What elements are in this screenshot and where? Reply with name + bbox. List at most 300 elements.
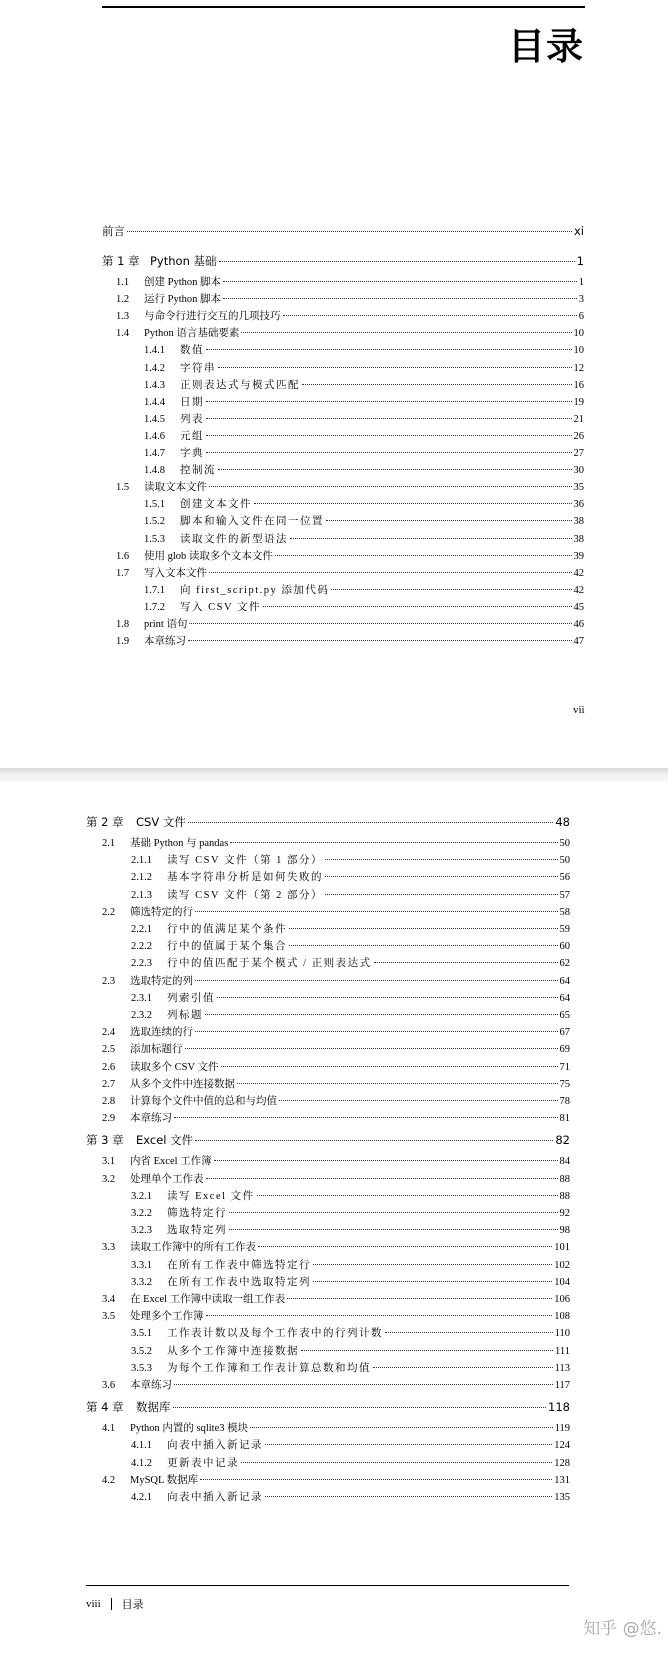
toc-title: Python 基础 bbox=[150, 254, 217, 268]
dot-leader bbox=[237, 1083, 558, 1084]
dot-leader bbox=[195, 980, 558, 981]
toc-section-entry bbox=[102, 1379, 570, 1393]
page-title: 目录 bbox=[508, 25, 584, 68]
toc-subsection-entry bbox=[144, 362, 584, 376]
dot-leader bbox=[206, 452, 572, 453]
toc-title: 读写 Excel 文件 bbox=[167, 1190, 255, 1202]
toc-title: Python 内置的 sqlite3 模块 bbox=[130, 1423, 249, 1435]
toc-section-entry bbox=[102, 1026, 570, 1040]
toc-title: 读写 CSV 文件（第 2 部分） bbox=[167, 889, 323, 901]
toc-title: 创建文本文件 bbox=[180, 499, 252, 511]
toc-title: 与命令行进行交互的几项技巧 bbox=[144, 311, 281, 323]
toc-section-entry bbox=[102, 837, 570, 851]
toc-title: 列表 bbox=[180, 413, 204, 425]
toc-title: 行中的值满足某个条件 bbox=[167, 924, 287, 935]
toc-page-number: 59 bbox=[559, 924, 570, 935]
toc-title: 筛选特定的行 bbox=[130, 906, 193, 918]
toc-number: 1.4.4 bbox=[144, 396, 165, 408]
dot-leader bbox=[283, 315, 577, 316]
toc-page-number: 110 bbox=[554, 1328, 570, 1340]
dot-leader bbox=[209, 572, 572, 573]
toc-number: 3.6 bbox=[102, 1380, 116, 1391]
footer-divider bbox=[111, 1598, 112, 1610]
toc-page-number: 45 bbox=[573, 601, 584, 613]
toc-subsection-entry bbox=[131, 1439, 570, 1453]
dot-leader bbox=[241, 332, 571, 333]
toc-title: 向 first_script.py 添加代码 bbox=[180, 584, 330, 596]
dot-leader bbox=[206, 1315, 553, 1316]
dot-leader bbox=[241, 1462, 552, 1463]
dot-leader bbox=[258, 1246, 552, 1247]
toc-page-number: 50 bbox=[559, 855, 570, 867]
toc-section-entry bbox=[116, 635, 584, 649]
toc-title: 选取连续的行 bbox=[130, 1027, 193, 1039]
dot-leader bbox=[174, 1117, 558, 1118]
toc-title: 数值 bbox=[180, 345, 204, 357]
toc-subsection-entry bbox=[131, 1327, 570, 1341]
toc-number: 3.4 bbox=[102, 1294, 116, 1305]
toc-page-number: 75 bbox=[559, 1078, 570, 1090]
page-folio: viii bbox=[86, 1598, 101, 1610]
toc-number: 3.5.2 bbox=[131, 1345, 152, 1357]
toc-subsection-entry bbox=[131, 1491, 570, 1505]
dot-leader bbox=[263, 606, 572, 607]
toc-number: 3.2.3 bbox=[131, 1225, 152, 1237]
toc-page-vii bbox=[0, 0, 668, 768]
toc-page-number: 102 bbox=[554, 1259, 570, 1271]
toc-title: 从多个工作簿中连接数据 bbox=[167, 1345, 299, 1357]
toc-subsection-entry bbox=[144, 533, 584, 547]
toc-page-number: 101 bbox=[554, 1242, 570, 1254]
toc-subsection-entry bbox=[144, 413, 584, 427]
footer-title: 目录 bbox=[121, 1599, 144, 1611]
toc-number: 1.6 bbox=[116, 550, 130, 562]
toc-number: 3.5.1 bbox=[131, 1328, 152, 1340]
toc-title: 本章练习 bbox=[144, 636, 186, 648]
toc-subsection-entry bbox=[131, 923, 570, 937]
toc-number: 2.3.1 bbox=[131, 992, 152, 1004]
toc-number: 1.9 bbox=[116, 636, 130, 648]
toc-section-entry bbox=[116, 567, 584, 581]
toc-number: 3.2 bbox=[102, 1173, 116, 1185]
toc-number: 1.7.1 bbox=[144, 584, 165, 596]
toc-page-number: 117 bbox=[554, 1380, 570, 1391]
dot-leader bbox=[205, 1014, 558, 1015]
toc-page-number: 47 bbox=[573, 636, 584, 648]
toc-page-number: 98 bbox=[559, 1225, 570, 1237]
toc-title: 读写 CSV 文件（第 1 部分） bbox=[167, 855, 323, 867]
toc-title: 读取多个 CSV 文件 bbox=[130, 1061, 219, 1073]
dot-leader bbox=[223, 281, 577, 282]
dot-leader bbox=[206, 1178, 558, 1179]
toc-page-number: xi bbox=[573, 224, 584, 238]
toc-section-entry bbox=[102, 1078, 570, 1092]
dot-leader bbox=[209, 486, 572, 487]
toc-subsection-entry bbox=[131, 854, 570, 868]
toc-number: 2.4 bbox=[102, 1027, 116, 1039]
toc-subsection-entry bbox=[131, 1276, 570, 1290]
page-folio: vii bbox=[573, 704, 585, 716]
toc-page-number: 6 bbox=[578, 311, 584, 323]
toc-title: 在所有工作表中筛选特定行 bbox=[167, 1259, 311, 1271]
toc-section-entry bbox=[102, 1112, 570, 1126]
toc-page-number: 42 bbox=[573, 584, 584, 596]
toc-section-entry bbox=[102, 1155, 570, 1169]
toc-number: 1.3 bbox=[116, 311, 130, 323]
dot-leader bbox=[265, 1496, 552, 1497]
toc-page-number: 88 bbox=[559, 1173, 570, 1185]
toc-subsection-entry bbox=[144, 498, 584, 512]
dot-leader bbox=[254, 503, 572, 504]
toc-title: 读取文本文件 bbox=[144, 482, 207, 494]
toc-number: 1.7.2 bbox=[144, 601, 165, 613]
toc-subsection-entry bbox=[144, 430, 584, 444]
toc-number: 3.1 bbox=[102, 1156, 116, 1168]
toc-number: 2.1 bbox=[102, 838, 116, 849]
toc-page-number: 124 bbox=[554, 1440, 570, 1452]
toc-chapter-entry bbox=[102, 254, 584, 268]
toc-section-entry bbox=[102, 1422, 570, 1436]
toc-number: 1.5 bbox=[116, 482, 130, 494]
dot-leader bbox=[200, 1479, 552, 1480]
toc-page-number: 12 bbox=[573, 362, 584, 374]
dot-leader bbox=[313, 1264, 552, 1265]
toc-number: 1.7 bbox=[116, 567, 130, 579]
toc-number: 2.7 bbox=[102, 1078, 116, 1090]
dot-leader bbox=[185, 1048, 558, 1049]
toc-page-number: 135 bbox=[554, 1492, 570, 1503]
toc-subsection-entry bbox=[144, 447, 584, 461]
toc-number: 1.5.2 bbox=[144, 516, 165, 528]
toc-title: 写入文本文件 bbox=[144, 567, 207, 579]
toc-title: 更新表中记录 bbox=[167, 1457, 239, 1469]
toc-page-number: 38 bbox=[573, 516, 584, 528]
toc-subsection-entry bbox=[131, 1345, 570, 1359]
toc-title: 日期 bbox=[180, 396, 204, 408]
toc-number: 1.1 bbox=[116, 277, 130, 288]
toc-number: 1.4.1 bbox=[144, 345, 165, 357]
toc-number: 3.2.2 bbox=[131, 1208, 152, 1219]
dot-leader bbox=[289, 945, 558, 946]
toc-chapter-entry bbox=[86, 1133, 570, 1147]
toc-title: 脚本和输入文件在同一位置 bbox=[180, 516, 324, 528]
toc-page-number: 30 bbox=[573, 465, 584, 477]
dot-leader bbox=[229, 1229, 558, 1230]
toc-page-number: 10 bbox=[573, 345, 584, 357]
toc-subsection-entry bbox=[131, 1362, 570, 1376]
toc-title: MySQL 数据库 bbox=[130, 1474, 199, 1486]
toc-section-entry bbox=[102, 1173, 570, 1187]
toc-title: 筛选特定行 bbox=[167, 1208, 227, 1219]
toc-title: 数据库 bbox=[136, 1400, 171, 1415]
toc-number: 1.8 bbox=[116, 619, 130, 630]
toc-page-number: 131 bbox=[554, 1474, 570, 1486]
toc-section-entry bbox=[102, 975, 570, 989]
toc-page-number: 46 bbox=[573, 619, 584, 630]
dot-leader bbox=[218, 367, 572, 368]
toc-subsection-entry bbox=[131, 1207, 570, 1221]
toc-number: 1.2 bbox=[116, 294, 130, 306]
toc-subsection-entry bbox=[131, 1259, 570, 1273]
toc-chapter-entry bbox=[102, 224, 584, 238]
toc-subsection-entry bbox=[131, 889, 570, 903]
toc-title: 前言 bbox=[102, 224, 125, 238]
toc-section-entry bbox=[116, 481, 584, 495]
toc-page-number: 60 bbox=[559, 941, 570, 953]
toc-page-number: 26 bbox=[573, 430, 584, 442]
toc-number: 3.3.1 bbox=[131, 1259, 152, 1271]
dot-leader bbox=[331, 589, 571, 590]
toc-title: 行中的值属于某个集合 bbox=[167, 941, 287, 953]
toc-number: 2.9 bbox=[102, 1113, 116, 1125]
toc-page-number: 113 bbox=[554, 1362, 570, 1374]
toc-title: 添加标题行 bbox=[130, 1044, 183, 1056]
toc-section-entry bbox=[102, 1241, 570, 1255]
toc-subsection-entry bbox=[144, 584, 584, 598]
dot-leader bbox=[195, 1140, 553, 1141]
toc-subsection-entry bbox=[144, 379, 584, 393]
toc-section-entry bbox=[116, 550, 584, 564]
toc-number: 2.1.3 bbox=[131, 889, 152, 901]
dot-leader bbox=[302, 384, 572, 385]
toc-number: 3.2.1 bbox=[131, 1190, 152, 1202]
dot-leader bbox=[206, 401, 572, 402]
toc-title: 控制流 bbox=[180, 465, 216, 477]
toc-page-number: 128 bbox=[554, 1457, 570, 1469]
dot-leader bbox=[206, 418, 572, 419]
toc-subsection-entry bbox=[131, 1190, 570, 1204]
toc-page-number: 50 bbox=[559, 838, 570, 849]
toc-title: 向表中插入新记录 bbox=[167, 1440, 263, 1452]
dot-leader bbox=[223, 298, 577, 299]
toc-title: 写入 CSV 文件 bbox=[180, 601, 261, 613]
page-footer bbox=[86, 1596, 144, 1612]
toc-number: 2.3.2 bbox=[131, 1010, 152, 1021]
toc-page-number: 92 bbox=[559, 1208, 570, 1219]
toc-number: 4.2 bbox=[102, 1474, 116, 1486]
toc-number: 2.5 bbox=[102, 1044, 116, 1056]
toc-page-number: 67 bbox=[559, 1027, 570, 1039]
toc-subsection-entry bbox=[131, 1224, 570, 1238]
toc-number: 2.2.3 bbox=[131, 958, 152, 970]
dot-leader bbox=[325, 876, 558, 877]
toc-page-number: 118 bbox=[548, 1400, 570, 1415]
toc-page-number: 62 bbox=[559, 958, 570, 970]
toc-number: 2.8 bbox=[102, 1096, 116, 1107]
toc-page-number: 3 bbox=[578, 294, 584, 306]
dot-leader bbox=[313, 1281, 552, 1282]
toc-section-entry bbox=[116, 293, 584, 307]
toc-page-number: 82 bbox=[555, 1133, 570, 1148]
toc-subsection-entry bbox=[131, 957, 570, 971]
toc-title: 创建 Python 脚本 bbox=[144, 277, 222, 288]
toc-number: 1.4 bbox=[116, 328, 130, 340]
toc-title: 使用 glob 读取多个文本文件 bbox=[144, 550, 273, 562]
dot-leader bbox=[195, 1031, 558, 1032]
toc-number: 2.3 bbox=[102, 975, 116, 987]
dot-leader bbox=[188, 640, 572, 641]
toc-number: 第 3 章 bbox=[86, 1133, 124, 1148]
toc-number: 1.5.3 bbox=[144, 533, 165, 545]
toc-section-entry bbox=[116, 276, 584, 290]
toc-number: 1.4.2 bbox=[144, 362, 165, 374]
toc-page-number: 48 bbox=[555, 815, 570, 829]
toc-title: 列索引值 bbox=[167, 992, 215, 1004]
toc-number: 2.1.1 bbox=[131, 855, 152, 867]
toc-page-number: 71 bbox=[559, 1061, 570, 1073]
dot-leader bbox=[275, 555, 572, 556]
toc-title: 读取工作簿中的所有工作表 bbox=[130, 1242, 256, 1254]
toc-number: 2.2 bbox=[102, 906, 116, 918]
toc-section-entry bbox=[116, 310, 584, 324]
toc-title: 内省 Excel 工作簿 bbox=[130, 1156, 212, 1168]
top-rule bbox=[102, 6, 585, 8]
dot-leader bbox=[127, 231, 572, 232]
toc-title: 元组 bbox=[180, 430, 204, 442]
toc-section-entry bbox=[102, 1095, 570, 1109]
toc-page-number: 88 bbox=[559, 1190, 570, 1202]
toc-subsection-entry bbox=[131, 1009, 570, 1023]
toc-title: 处理单个工作表 bbox=[130, 1173, 204, 1185]
dot-leader bbox=[290, 538, 572, 539]
toc-page-number: 10 bbox=[573, 328, 584, 340]
toc-number: 3.3 bbox=[102, 1242, 116, 1254]
toc-number: 第 4 章 bbox=[86, 1400, 124, 1415]
toc-section-entry bbox=[102, 1043, 570, 1057]
toc-number: 3.5.3 bbox=[131, 1362, 152, 1374]
toc-title: 为每个工作簿和工作表计算总数和均值 bbox=[167, 1362, 371, 1374]
toc-number: 2.6 bbox=[102, 1061, 116, 1073]
toc-subsection-entry bbox=[144, 601, 584, 615]
toc-number: 第 1 章 bbox=[102, 254, 140, 268]
toc-number: 1.5.1 bbox=[144, 499, 165, 511]
toc-number: 3.3.2 bbox=[131, 1276, 152, 1288]
toc-title: Python 语言基础要素 bbox=[144, 328, 240, 340]
toc-number: 3.5 bbox=[102, 1311, 116, 1323]
dot-leader bbox=[230, 842, 557, 843]
toc-page-number: 106 bbox=[554, 1294, 570, 1305]
toc-page-number: 16 bbox=[573, 379, 584, 391]
watermark: 知乎 @悠. bbox=[583, 1619, 662, 1639]
toc-number: 1.4.6 bbox=[144, 430, 165, 442]
toc-page-number: 65 bbox=[559, 1010, 570, 1021]
toc-title: 工作表计数以及每个工作表中的行列计数 bbox=[167, 1328, 383, 1340]
toc-subsection-entry bbox=[131, 940, 570, 954]
dot-leader bbox=[265, 1444, 552, 1445]
toc-section-entry bbox=[102, 906, 570, 920]
bottom-rule bbox=[86, 1585, 569, 1586]
toc-title: CSV 文件 bbox=[136, 815, 186, 829]
dot-leader bbox=[195, 911, 558, 912]
toc-page-number: 57 bbox=[559, 889, 570, 901]
toc-title: 字符串 bbox=[180, 362, 216, 374]
toc-number: 2.2.2 bbox=[131, 941, 152, 953]
dot-leader bbox=[229, 1212, 558, 1213]
toc-page-number: 19 bbox=[573, 396, 584, 408]
dot-leader bbox=[218, 469, 572, 470]
toc-title: 向表中插入新记录 bbox=[167, 1492, 263, 1503]
toc-title: 选取特定的列 bbox=[130, 975, 193, 987]
toc-title: 处理多个工作簿 bbox=[130, 1311, 204, 1323]
toc-title: 行中的值匹配于某个模式 / 正则表达式 bbox=[167, 958, 372, 970]
dot-leader bbox=[189, 623, 571, 624]
toc-title: 本章练习 bbox=[130, 1113, 172, 1125]
toc-page-number: 36 bbox=[573, 499, 584, 511]
toc-title: 基本字符串分析是如何失败的 bbox=[167, 872, 323, 884]
toc-title: 正则表达式与模式匹配 bbox=[180, 379, 300, 391]
toc-page-number: 38 bbox=[573, 533, 584, 545]
toc-number: 2.1.2 bbox=[131, 872, 152, 884]
toc-number: 4.1 bbox=[102, 1423, 116, 1435]
toc-page-number: 104 bbox=[554, 1276, 570, 1288]
dot-leader bbox=[221, 1066, 558, 1067]
toc-section-entry bbox=[102, 1310, 570, 1324]
dot-leader bbox=[219, 261, 575, 262]
toc-title: 字典 bbox=[180, 448, 204, 459]
toc-subsection-entry bbox=[131, 871, 570, 885]
toc-section-entry bbox=[116, 327, 584, 341]
toc-page-number: 108 bbox=[554, 1311, 570, 1323]
toc-title: 本章练习 bbox=[130, 1380, 172, 1391]
toc-page-number: 119 bbox=[554, 1423, 570, 1435]
toc-page-number: 21 bbox=[573, 413, 584, 425]
toc-subsection-entry bbox=[131, 1457, 570, 1471]
toc-number: 4.1.2 bbox=[131, 1457, 152, 1469]
toc-title: 读取文件的新型语法 bbox=[180, 533, 288, 545]
dot-leader bbox=[214, 1160, 558, 1161]
toc-chapter-entry bbox=[86, 815, 570, 829]
toc-page-number: 35 bbox=[573, 482, 584, 494]
toc-section-entry bbox=[116, 618, 584, 632]
dot-leader bbox=[206, 435, 572, 436]
toc-page-number: 69 bbox=[559, 1044, 570, 1056]
toc-page-viii bbox=[0, 782, 668, 1654]
toc-page-number: 58 bbox=[559, 906, 570, 918]
toc-title: 运行 Python 脚本 bbox=[144, 294, 222, 306]
toc-title: 计算每个文件中值的总和与均值 bbox=[130, 1096, 277, 1107]
toc-number: 4.2.1 bbox=[131, 1492, 152, 1503]
dot-leader bbox=[373, 1367, 553, 1368]
toc-page-number: 39 bbox=[573, 550, 584, 562]
dot-leader bbox=[174, 1384, 553, 1385]
dot-leader bbox=[188, 822, 554, 823]
dot-leader bbox=[325, 859, 558, 860]
toc-subsection-entry bbox=[144, 464, 584, 478]
toc-subsection-entry bbox=[131, 992, 570, 1006]
toc-number: 1.4.5 bbox=[144, 413, 165, 425]
dot-leader bbox=[257, 1195, 558, 1196]
toc-page-number: 1 bbox=[576, 254, 584, 268]
toc-title: 在 Excel 工作簿中读取一组工作表 bbox=[130, 1294, 286, 1305]
toc-title: 基础 Python 与 pandas bbox=[130, 838, 229, 849]
toc-page-number: 64 bbox=[559, 975, 570, 987]
dot-leader bbox=[385, 1332, 553, 1333]
toc-title: 选取特定列 bbox=[167, 1225, 227, 1237]
dot-leader bbox=[250, 1427, 552, 1428]
toc-page-number: 111 bbox=[555, 1345, 570, 1357]
toc-page-number: 64 bbox=[559, 992, 570, 1004]
toc-section-entry bbox=[102, 1061, 570, 1075]
toc-title: print 语句 bbox=[144, 619, 188, 630]
toc-page-number: 78 bbox=[559, 1096, 570, 1107]
toc-number: 第 2 章 bbox=[86, 815, 124, 829]
toc-section-entry bbox=[102, 1293, 570, 1307]
toc-subsection-entry bbox=[144, 515, 584, 529]
toc-subsection-entry bbox=[144, 344, 584, 358]
toc-title: Excel 文件 bbox=[136, 1133, 194, 1148]
toc-page-number: 81 bbox=[559, 1113, 570, 1125]
dot-leader bbox=[206, 349, 572, 350]
